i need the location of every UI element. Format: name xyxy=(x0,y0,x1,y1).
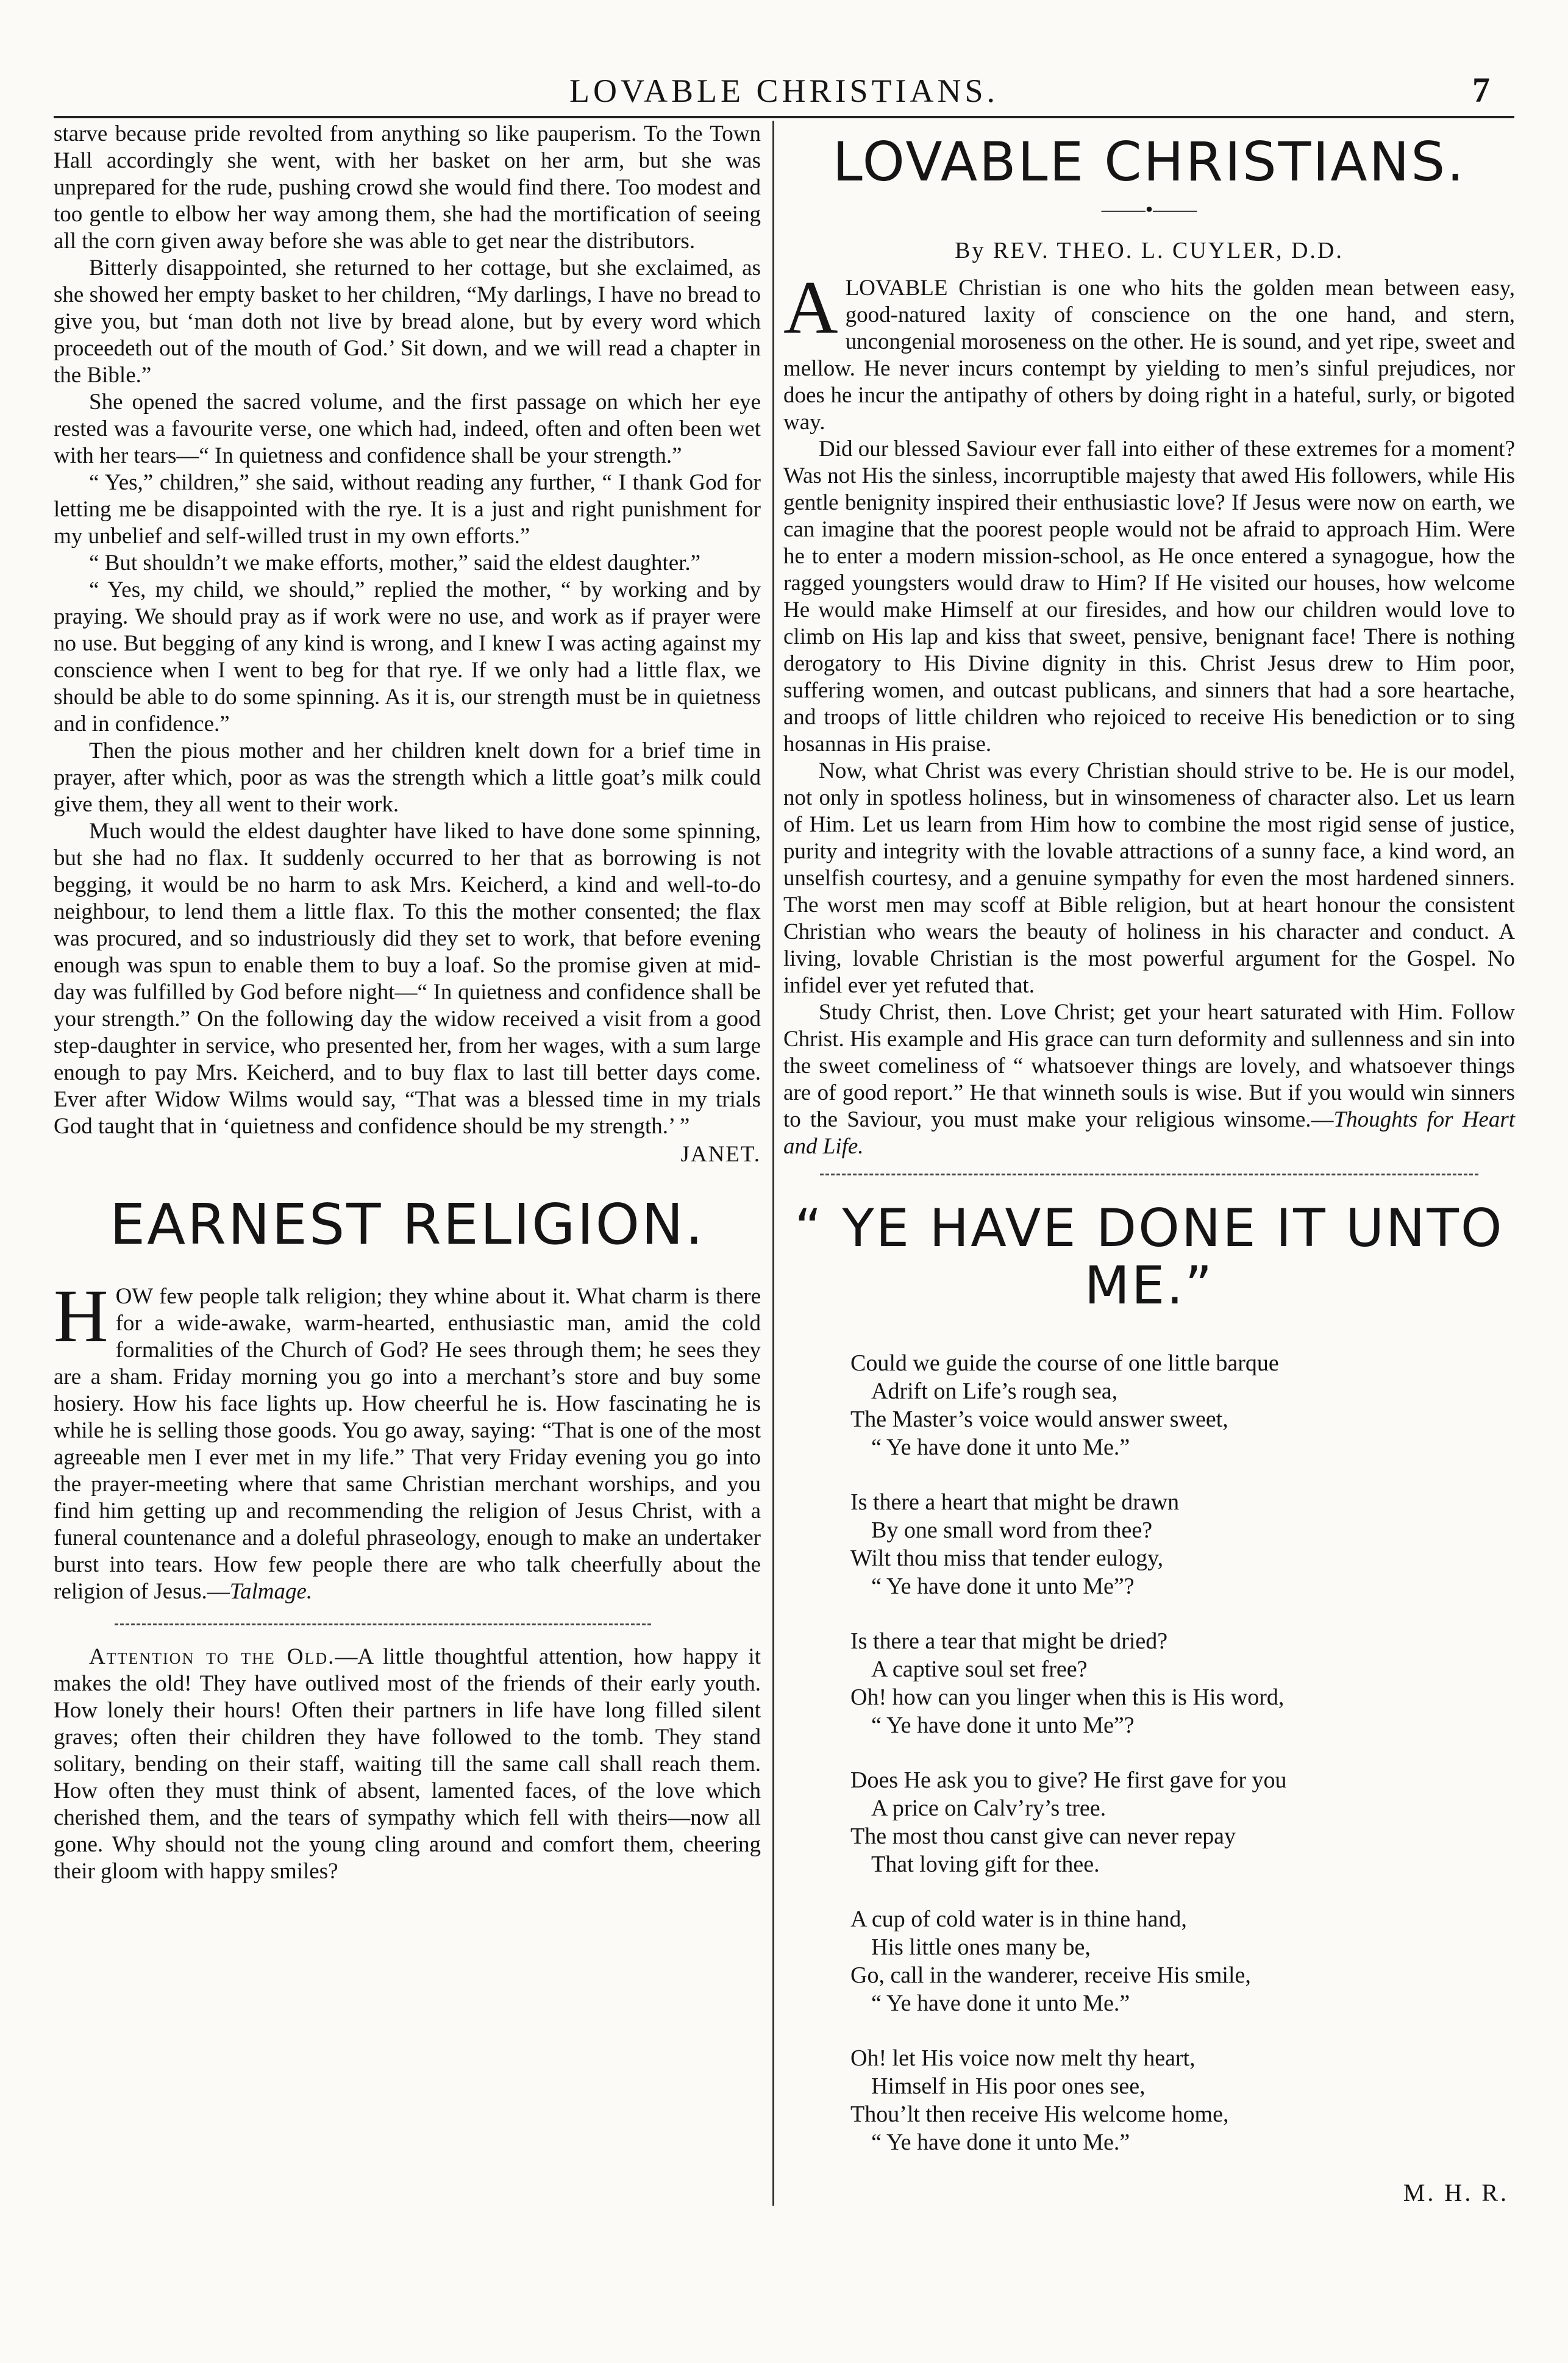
poem-line: “ Ye have done it unto Me”? xyxy=(871,1573,1135,1599)
lovable-paragraph xyxy=(783,999,1515,1160)
lovable-paragraph-text: Study Christ, then. Love Christ; get your heart saturated with Him. Follow Christ. His example and His grace can turn deformity and sullenness and sin into the sweet comeliness of “ whatsoever things are lovely, and whatsoever things are of good report.” He that winneth souls is wise. But if you would win sinners to the Saviour, you must make your religious winsome.— xyxy=(783,999,1515,1132)
earnest-religion-title: EARNEST RELIGION. xyxy=(109,1192,705,1257)
story-paragraph: She opened the sacred volume, and the first passage on which her eye rested was a favourite verse, one which had, indeed, often and often been wet with her tears—“ In quietness and confidence shall be your strength.” xyxy=(54,390,761,468)
poem-line: Adrift on Life’s rough sea, xyxy=(871,1378,1118,1404)
lovable-attribution: Thoughts for Heart and Life. xyxy=(783,1107,1516,1159)
lovable-paragraph xyxy=(783,265,1515,436)
story-paragraph: Bitterly disappointed, she returned to her cottage, but she exclaimed, as she showed her empty basket to her children, “My darlings, I have no bread to give you, but ‘man doth not live by bread alone, but by every word which proceedeth out of the mouth of God.’ Sit down, and we will read a chapter in the Bible.” xyxy=(54,255,761,388)
story-paragraph: “ Yes, my child, we should,” replied the mother, “ by working and by praying. We should pray as if work were no use, and work as if prayer were no use. But begging of any kind is wrong, and I knew I was acting against my conscience when I went to beg for that rye. If we only had a little flax, we should be able to do some spinning. As it is, our strength must be in quietness and in confidence.” xyxy=(54,577,761,736)
running-header xyxy=(0,0,1568,110)
section-separator xyxy=(115,1623,651,1625)
poem-line: Himself in His poor ones see, xyxy=(871,2073,1146,2099)
poem-line: Wilt thou miss that tender eulogy, xyxy=(850,1545,1164,1571)
poem-line: Thou’lt then receive His welcome home, xyxy=(850,2101,1229,2127)
poem-stanza xyxy=(850,2044,1515,2156)
page-number: 7 xyxy=(1472,70,1490,110)
poem-line: Go, call in the wanderer, receive His smile, xyxy=(850,1962,1251,1988)
column-rule xyxy=(772,121,774,2206)
poem-line: A price on Calv’ry’s tree. xyxy=(871,1795,1107,1821)
poem-stanza xyxy=(850,1905,1515,2017)
poem-line: Is there a heart that might be drawn xyxy=(850,1489,1180,1515)
lovable-paragraph-text: LOVABLE Christian is one who hits the golden mean between easy, good-natured laxity of conscience on the one hand, and stern, uncongenial moroseness on the other. He is sound, and yet ripe, sweet and mellow. He never incurs contempt by yielding to men’s sinful prejudices, nor does he incur the antipathy of others by doing right in a hateful, surly, or bigoted way. xyxy=(783,275,1515,435)
poem-line: His little ones many be, xyxy=(871,1934,1091,1960)
poem-line: Does He ask you to give? He first gave for you xyxy=(850,1767,1287,1793)
attention-heading: Attention to the Old. xyxy=(89,1644,335,1670)
poem-line: “ Ye have done it unto Me.” xyxy=(871,2129,1130,2155)
poem-stanza xyxy=(850,1766,1515,1878)
attention-paragraph xyxy=(54,1644,761,1885)
poem-line: “ Ye have done it unto Me.” xyxy=(871,1434,1130,1460)
lovable-dropcap: A xyxy=(783,265,838,349)
poem-stanza xyxy=(850,1488,1515,1600)
earnest-body: OW few people talk religion; they whine about it. What charm is there for a wide-awake, warm-hearted, enthusiastic man, amid the cold formalities of the Church of God? He sees through them; he sees they are a sham. Friday morning you go into a merchant’s store and buy some hosiery. How his face lights up. How cheerful he is. How fascinating he is while he is selling those goods. You go away, saying: “That is one of the most agreeable men I ever met in my life.” That very Friday evening you go into the prayer-meeting where that same Christian merchant worships, and you find him getting up and recommending the religion of Jesus Christ, with a funeral countenance and a doleful phraseology, enough to make an undertaker burst into tears. How few people there are who talk cheerfully about the religion of Jesus.— xyxy=(54,1284,761,1605)
poem-line: Could we guide the course of one little barque xyxy=(850,1350,1279,1376)
poem-stanza xyxy=(850,1349,1515,1461)
earnest-dropcap: H xyxy=(54,1274,109,1358)
header-rule xyxy=(54,116,1514,118)
story-paragraph: “ Yes,” children,” she said, without reading any further, “ I thank God for letting me be disappointed with the rye. It is a just and right punishment for my unbelief and self-willed trust in my own efforts.” xyxy=(54,470,761,549)
left-column xyxy=(54,121,761,1885)
poem-line: “ Ye have done it unto Me.” xyxy=(871,1990,1130,2016)
title-ornament: ——•—— xyxy=(1101,196,1197,221)
poem-line: Oh! how can you linger when this is His word, xyxy=(850,1684,1285,1710)
poem-title: “ YE HAVE DONE IT UNTO ME.” xyxy=(794,1197,1504,1317)
story-paragraph: Much would the eldest daughter have liked to have done some spinning, but she had no flax. It suddenly occurred to her that as borrowing is not begging, it would be no harm to ask Mrs. Keicherd, a kind and well-to-do neighbour, to lend them a little flax. To this the mother consented; the flax was procured, and so industriously did they set to work, that before evening enough was spun to enable them to buy a loaf. So the promise given at mid-day was fulfilled by God before night—“ In quietness and confidence shall be your strength.” On the following day the widow received a visit from a good step-daughter in service, who presented her, from her wages, with a sum large enough to pay Mrs. Keicherd, and to buy flax to last till better days come. Ever after Widow Wilms would say, “That was a blessed time in my trials God taught that in ‘quietness and confidence should be my strength.’ ” xyxy=(54,819,761,1139)
running-title: LOVABLE CHRISTIANS. xyxy=(569,73,999,109)
poem-signature: M. H. R. xyxy=(1403,2178,1509,2206)
poem-line: The Master’s voice would answer sweet, xyxy=(850,1406,1228,1432)
section-separator xyxy=(820,1174,1478,1175)
poem-line: That loving gift for thee. xyxy=(871,1851,1100,1877)
story-signature: JANET. xyxy=(680,1142,761,1167)
poem-line: Is there a tear that might be dried? xyxy=(850,1628,1168,1654)
byline: By REV. THEO. L. CUYLER, D.D. xyxy=(955,237,1344,263)
poem-line: “ Ye have done it unto Me”? xyxy=(871,1712,1135,1738)
poem-line: By one small word from thee? xyxy=(871,1517,1153,1543)
right-column xyxy=(783,121,1515,2206)
poem-stanza xyxy=(850,1627,1515,1739)
story-paragraph: Then the pious mother and her children knelt down for a brief time in prayer, after which, poor as was the strength which a little goat’s milk could give them, they all went to their work. xyxy=(54,738,761,817)
lovable-christians-title: LOVABLE CHRISTIANS. xyxy=(832,130,1466,193)
attention-body: —A little thoughtful attention, how happy it makes the old! They have outlived most of the friends of their early youth. How lonely their hours! Often their partners in life have long filled silent graves; often their children they have followed to the tomb. They stand solitary, bending on their staff, waiting till the same call shall reach them. How often they must think of absent, lamented faces, of the love which cherished them, and the tears of sympathy which fell with theirs—now all gone. Why should not the young cling around and comfort them, cheering their gloom with happy smiles? xyxy=(54,1644,761,1884)
story-paragraph: “ But shouldn’t we make efforts, mother,” said the eldest daughter.” xyxy=(89,551,701,576)
poem-line: The most thou canst give can never repay xyxy=(850,1823,1236,1849)
story-paragraph: starve because pride revolted from anything so like pauperism. To the Town Hall accordingly she went, with her basket on her arm, but she was unprepared for the rude, pushing crowd she would find there. Too modest and too gentle to elbow her way among them, she had the mortification of seeing all the corn given away before she was able to get near the distributors. xyxy=(54,121,761,254)
poem-line: A captive soul set free? xyxy=(871,1656,1088,1682)
earnest-attribution: Talmage. xyxy=(229,1579,313,1605)
earnest-religion-text xyxy=(54,1274,761,1605)
poem-line: A cup of cold water is in thine hand, xyxy=(850,1906,1187,1932)
lovable-paragraph: Now, what Christ was every Christian should strive to be. He is our model, not only in spotless holiness, but in winsomeness of character also. Let us learn of Him. Let us learn from Him how to combine the most rigid sense of justice, purity and integrity with the lovable attractions of a sunny face, a kind word, an unselfish courtesy, and a genuine sympathy for even the most hardened sinners. The worst men may scoff at Bible religion, but at heart honour the consistent Christian who wears the beauty of holiness in his character and conduct. A living, lovable Christian is the most powerful argument for the Gospel. No infidel ever yet refuted that. xyxy=(783,758,1515,998)
lovable-paragraph: Did our blessed Saviour ever fall into either of these extremes for a moment? Was not His the sinless, incorruptible majesty that awed His followers, while His gentle benignity inspired their enthusiastic love? If Jesus were now on earth, we can imagine that the poorest people would not be afraid to approach Him. Were he to enter a modern mission-school, as He once entered a synagogue, how the ragged youngsters would draw to Him? If He visited our houses, how welcome He would make Himself at our firesides, and how our children would love to climb on His lap and kiss that sweet, pensive, benignant face! There is nothing derogatory to His Divine dignity in this. Christ Jesus drew to Him poor, suffering women, and outcast publicans, and sinners that had a sore heartache, and troops of little children who rejoiced to receive His benediction or to sing hosannas in His praise. xyxy=(783,436,1515,757)
poem-line: Oh! let His voice now melt thy heart, xyxy=(850,2045,1196,2071)
